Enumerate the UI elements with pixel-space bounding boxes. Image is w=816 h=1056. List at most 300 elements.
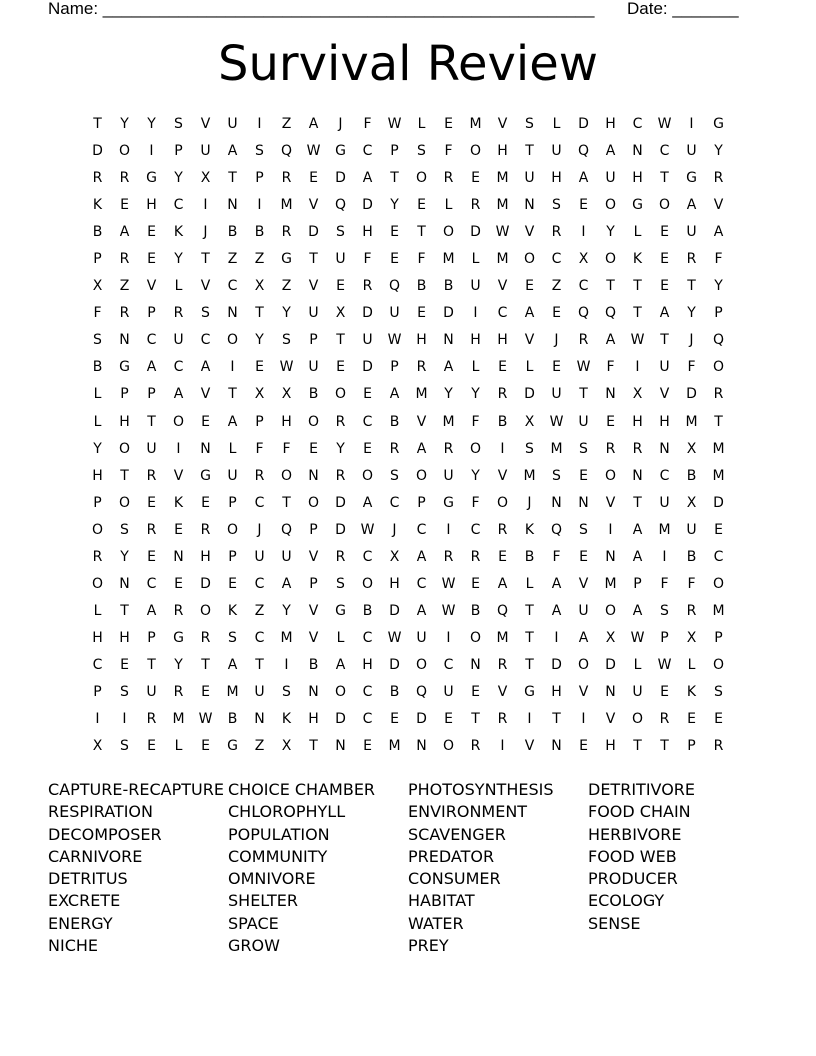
grid-letter: M [685, 413, 698, 430]
grid-letter: A [227, 656, 238, 673]
grid-letter: S [120, 521, 129, 538]
grid-letter: O [577, 656, 590, 673]
grid-letter: L [471, 251, 480, 268]
grid-letter: U [254, 683, 265, 700]
grid-letter: N [173, 548, 184, 565]
grid-letter: N [335, 738, 346, 755]
grid-letter: N [254, 711, 265, 728]
grid-letter: A [524, 305, 535, 322]
grid-letter: B [308, 656, 319, 673]
grid-letter: C [362, 143, 373, 160]
grid-letter: U [362, 332, 373, 349]
grid-letter: M [712, 440, 725, 457]
grid-letter: N [605, 386, 616, 403]
grid-letter: W [630, 629, 645, 646]
grid-letter: H [281, 413, 292, 430]
grid-letter: I [689, 116, 694, 132]
grid-letter: E [147, 251, 156, 268]
grid-letter: V [173, 467, 184, 484]
grid-letter: E [201, 683, 210, 700]
grid-letter: T [93, 116, 102, 132]
grid-letter: B [362, 602, 373, 619]
grid-letter: A [497, 575, 508, 592]
grid-letter: T [687, 278, 696, 295]
grid-letter: R [173, 305, 184, 322]
grid-letter: K [227, 602, 238, 619]
grid-letter: G [686, 170, 697, 187]
grid-letter: U [659, 494, 670, 511]
grid-letter: C [92, 656, 103, 673]
grid-letter: R [497, 656, 508, 673]
grid-letter: C [713, 548, 724, 565]
grid-letter: D [524, 386, 535, 403]
grid-letter: R [146, 711, 157, 728]
grid-letter: F [687, 575, 696, 592]
grid-letter: O [226, 521, 239, 538]
word-list-item: WATER [408, 913, 464, 933]
word-list-item: SHELTER [228, 891, 299, 911]
word-list-item: CAPTURE-RECAPTURE [48, 780, 224, 799]
grid-letter: H [605, 116, 616, 132]
grid-letter: T [201, 251, 210, 268]
grid-letter: W [657, 116, 672, 132]
grid-letter: G [200, 467, 211, 484]
word-list-item: EXCRETE [48, 891, 121, 911]
grid-letter: S [714, 683, 723, 700]
grid-letter: M [496, 197, 509, 214]
grid-letter: H [146, 197, 157, 214]
grid-letter: D [362, 197, 373, 214]
grid-letter: A [362, 170, 373, 187]
grid-letter: G [443, 494, 454, 511]
grid-letter: U [308, 305, 319, 322]
grid-letter: W [198, 711, 213, 728]
grid-letter: A [551, 602, 562, 619]
grid-letter: W [306, 143, 321, 160]
grid-letter: I [500, 440, 505, 457]
grid-letter: O [118, 494, 131, 511]
grid-letter: A [605, 332, 616, 349]
grid-letter: X [686, 440, 697, 457]
grid-letter: R [713, 738, 724, 755]
grid-letter: J [338, 116, 343, 132]
grid-letter: E [444, 711, 453, 728]
grid-letter: M [415, 386, 428, 403]
grid-letter: F [417, 251, 426, 268]
grid-letter: E [174, 521, 183, 538]
grid-letter: H [632, 413, 643, 430]
grid-letter: I [446, 521, 451, 538]
grid-letter: O [604, 251, 617, 268]
grid-letter: Y [714, 143, 723, 160]
grid-letter: Q [496, 602, 509, 619]
grid-letter: V [605, 711, 616, 728]
grid-letter: U [416, 629, 427, 646]
grid-letter: H [389, 575, 400, 592]
grid-letter: E [309, 440, 318, 457]
grid-letter: D [335, 170, 346, 187]
grid-letter: T [201, 656, 210, 673]
grid-letter: E [228, 575, 237, 592]
grid-letter: A [605, 143, 616, 160]
date-field-label: Date: _______ [627, 0, 739, 18]
grid-letter: R [686, 251, 697, 268]
grid-letter: T [579, 386, 588, 403]
grid-letter: R [200, 521, 211, 538]
grid-letter: Y [93, 440, 102, 457]
grid-letter: S [660, 602, 669, 619]
grid-letter: H [308, 711, 319, 728]
grid-letter: L [228, 440, 237, 457]
grid-letter: U [227, 467, 238, 484]
grid-letter: F [687, 359, 696, 376]
grid-letter: R [92, 548, 103, 565]
grid-letter: N [416, 738, 427, 755]
grid-letter: U [659, 359, 670, 376]
grid-letter: H [119, 413, 130, 430]
grid-letter: L [525, 575, 534, 592]
grid-letter: X [281, 738, 292, 755]
grid-letter: T [525, 602, 534, 619]
grid-letter: U [389, 305, 400, 322]
grid-letter: A [416, 440, 427, 457]
grid-letter: J [554, 332, 559, 349]
grid-letter: E [471, 170, 480, 187]
grid-letter: U [443, 683, 454, 700]
grid-letter: U [335, 251, 346, 268]
grid-letter: B [227, 711, 238, 728]
grid-letter: K [281, 711, 292, 728]
grid-letter: A [146, 602, 157, 619]
grid-letter: E [336, 278, 345, 295]
grid-letter: V [605, 494, 616, 511]
grid-letter: W [441, 575, 456, 592]
grid-letter: C [254, 494, 265, 511]
grid-letter: Q [577, 143, 590, 160]
grid-letter: H [551, 170, 562, 187]
grid-letter: G [335, 143, 346, 160]
grid-letter: E [660, 278, 669, 295]
grid-letter: O [172, 413, 185, 430]
grid-letter: R [92, 170, 103, 187]
grid-letter: D [362, 359, 373, 376]
grid-letter: C [659, 467, 670, 484]
grid-letter: E [660, 251, 669, 268]
page-title: Survival Review [217, 36, 599, 92]
grid-letter: E [444, 116, 453, 132]
grid-letter: I [257, 116, 262, 132]
grid-letter: S [552, 467, 561, 484]
grid-letter: V [578, 575, 589, 592]
grid-letter: O [712, 359, 725, 376]
grid-letter: Q [280, 143, 293, 160]
word-list-item: DETRITUS [48, 869, 128, 889]
grid-letter: X [524, 413, 535, 430]
grid-letter: R [173, 602, 184, 619]
grid-letter: D [335, 494, 346, 511]
grid-letter: V [200, 278, 211, 295]
grid-letter: N [470, 656, 481, 673]
grid-letter: C [389, 494, 400, 511]
grid-letter: T [471, 711, 480, 728]
grid-letter: R [443, 440, 454, 457]
grid-letter: C [362, 629, 373, 646]
word-list-item: COMMUNITY [228, 846, 328, 866]
grid-letter: M [658, 521, 671, 538]
grid-letter: C [551, 251, 562, 268]
word-list-item: CHOICE CHAMBER [228, 780, 376, 799]
grid-letter: O [496, 494, 509, 511]
grid-letter: A [146, 359, 157, 376]
grid-letter: U [146, 683, 157, 700]
grid-letter: N [308, 467, 319, 484]
grid-letter: C [146, 332, 157, 349]
grid-letter: T [309, 738, 318, 755]
grid-letter: O [469, 629, 482, 646]
grid-letter: V [308, 278, 319, 295]
grid-letter: E [390, 711, 399, 728]
grid-letter: H [632, 170, 643, 187]
grid-letter: R [470, 548, 481, 565]
grid-letter: E [309, 170, 318, 187]
word-list-item: ENERGY [48, 913, 113, 933]
word-list-item: CHLOROPHYLL [228, 802, 346, 822]
grid-letter: D [335, 711, 346, 728]
grid-letter: B [227, 224, 238, 241]
grid-letter: D [200, 575, 211, 592]
grid-letter: D [578, 116, 589, 132]
grid-letter: E [147, 224, 156, 241]
grid-letter: U [470, 278, 481, 295]
grid-letter: P [174, 143, 183, 160]
grid-letter: E [147, 548, 156, 565]
grid-letter: J [257, 521, 262, 538]
word-list-item: SPACE [228, 913, 279, 933]
grid-letter: U [281, 548, 292, 565]
grid-letter: B [524, 548, 535, 565]
grid-letter: D [308, 224, 319, 241]
grid-letter: O [91, 575, 104, 592]
grid-letter: C [362, 548, 373, 565]
grid-letter: B [254, 224, 265, 241]
grid-letter: S [579, 521, 588, 538]
grid-letter: F [606, 359, 615, 376]
grid-letter: E [606, 413, 615, 430]
grid-letter: T [633, 738, 642, 755]
grid-letter: N [227, 197, 238, 214]
grid-letter: D [713, 494, 724, 511]
grid-letter: E [660, 224, 669, 241]
grid-letter: O [415, 467, 428, 484]
grid-letter: L [525, 359, 534, 376]
grid-letter: Y [471, 386, 480, 403]
grid-letter: W [279, 359, 294, 376]
grid-letter: T [255, 305, 264, 322]
grid-letter: O [523, 251, 536, 268]
grid-letter: A [578, 170, 589, 187]
grid-letter: J [689, 332, 694, 349]
grid-letter: P [228, 494, 237, 511]
grid-letter: R [686, 602, 697, 619]
grid-letter: P [417, 494, 426, 511]
grid-letter: U [605, 170, 616, 187]
grid-letter: R [497, 521, 508, 538]
grid-letter: T [525, 629, 534, 646]
grid-letter: O [361, 575, 374, 592]
grid-letter: L [93, 602, 102, 619]
grid-letter: A [308, 116, 319, 132]
grid-letter: M [496, 629, 509, 646]
grid-letter: I [257, 197, 262, 214]
grid-letter: H [362, 224, 373, 241]
grid-letter: E [660, 683, 669, 700]
grid-letter: E [498, 359, 507, 376]
grid-letter: M [496, 251, 509, 268]
grid-letter: T [552, 711, 561, 728]
grid-letter: I [230, 359, 235, 376]
grid-letter: P [147, 305, 156, 322]
grid-letter: B [686, 467, 697, 484]
grid-letter: R [713, 170, 724, 187]
grid-letter: Y [174, 251, 183, 268]
grid-letter: T [390, 170, 399, 187]
grid-letter: A [686, 197, 697, 214]
word-list-item: FOOD CHAIN [588, 802, 691, 822]
grid-letter: P [660, 629, 669, 646]
grid-letter: M [523, 467, 536, 484]
grid-letter: N [605, 683, 616, 700]
grid-letter: V [200, 116, 211, 132]
grid-letter: D [686, 386, 697, 403]
grid-letter: T [282, 494, 291, 511]
grid-letter: T [147, 413, 156, 430]
grid-letter: D [92, 143, 103, 160]
grid-letter: O [712, 656, 725, 673]
grid-letter: R [119, 170, 130, 187]
word-list-item: ECOLOGY [588, 891, 665, 911]
word-list-item: FOOD WEB [588, 846, 677, 866]
grid-letter: Q [604, 305, 617, 322]
grid-letter: U [308, 359, 319, 376]
word-list-item: OMNIVORE [228, 869, 316, 889]
grid-letter: E [174, 575, 183, 592]
grid-letter: P [255, 413, 264, 430]
grid-letter: O [415, 656, 428, 673]
grid-letter: R [659, 711, 670, 728]
grid-letter: A [443, 359, 454, 376]
word-list-column [48, 779, 228, 957]
grid-letter: R [497, 711, 508, 728]
word-list-item: SENSE [588, 913, 641, 933]
grid-letter: T [336, 332, 345, 349]
grid-letter: R [281, 224, 292, 241]
grid-letter: T [228, 170, 237, 187]
grid-letter: E [255, 359, 264, 376]
grid-letter: U [686, 224, 697, 241]
grid-letter: M [280, 629, 293, 646]
grid-letter: B [497, 413, 508, 430]
grid-letter: Y [174, 170, 183, 187]
grid-letter: E [120, 656, 129, 673]
grid-letter: C [497, 305, 508, 322]
grid-letter: M [469, 116, 482, 132]
grid-letter: B [389, 683, 400, 700]
grid-letter: D [389, 656, 400, 673]
grid-letter: R [470, 738, 481, 755]
grid-letter: Z [254, 602, 265, 619]
grid-letter: W [387, 332, 402, 349]
grid-letter: G [713, 116, 724, 132]
grid-letter: S [255, 143, 264, 160]
grid-letter: L [471, 359, 480, 376]
grid-letter: M [388, 738, 401, 755]
grid-letter: N [200, 440, 211, 457]
word-list-item: HABITAT [408, 891, 475, 911]
grid-letter: X [200, 170, 211, 187]
grid-letter: U [551, 143, 562, 160]
grid-letter: I [122, 711, 127, 728]
grid-letter: A [632, 548, 643, 565]
grid-letter: V [308, 548, 319, 565]
grid-letter: N [605, 548, 616, 565]
grid-letter: N [632, 143, 643, 160]
grid-letter: Z [551, 278, 562, 295]
grid-letter: S [93, 332, 102, 349]
word-list-column [408, 779, 588, 957]
grid-letter: V [578, 683, 589, 700]
grid-letter: E [363, 738, 372, 755]
grid-letter: E [579, 467, 588, 484]
grid-letter: O [631, 711, 644, 728]
grid-letter: G [119, 359, 130, 376]
grid-letter: U [551, 386, 562, 403]
grid-letter: O [199, 602, 212, 619]
grid-letter: U [254, 548, 265, 565]
grid-letter: F [255, 440, 264, 457]
grid-letter: O [118, 143, 131, 160]
grid-letter: X [254, 386, 265, 403]
grid-letter: E [471, 575, 480, 592]
grid-letter: S [120, 738, 129, 755]
grid-letter: T [633, 278, 642, 295]
grid-letter: E [390, 251, 399, 268]
grid-letter: A [416, 548, 427, 565]
grid-letter: O [604, 197, 617, 214]
grid-letter: R [470, 197, 481, 214]
grid-letter: A [227, 413, 238, 430]
grid-letter: J [392, 521, 397, 538]
grid-letter: P [309, 521, 318, 538]
grid-letter: I [176, 440, 181, 457]
grid-letter: E [552, 305, 561, 322]
grid-letter: X [281, 386, 292, 403]
grid-letter: A [335, 656, 346, 673]
grid-letter: J [203, 224, 208, 241]
grid-letter: U [443, 467, 454, 484]
grid-letter: T [417, 224, 426, 241]
grid-letter: A [632, 521, 643, 538]
grid-letter: E [471, 683, 480, 700]
grid-letter: M [550, 440, 563, 457]
grid-letter: T [147, 656, 156, 673]
grid-letter: M [442, 251, 455, 268]
grid-letter: R [254, 467, 265, 484]
grid-letter: D [335, 521, 346, 538]
grid-letter: C [173, 197, 184, 214]
grid-letter: R [497, 386, 508, 403]
grid-letter: Y [174, 656, 183, 673]
grid-letter: G [281, 251, 292, 268]
